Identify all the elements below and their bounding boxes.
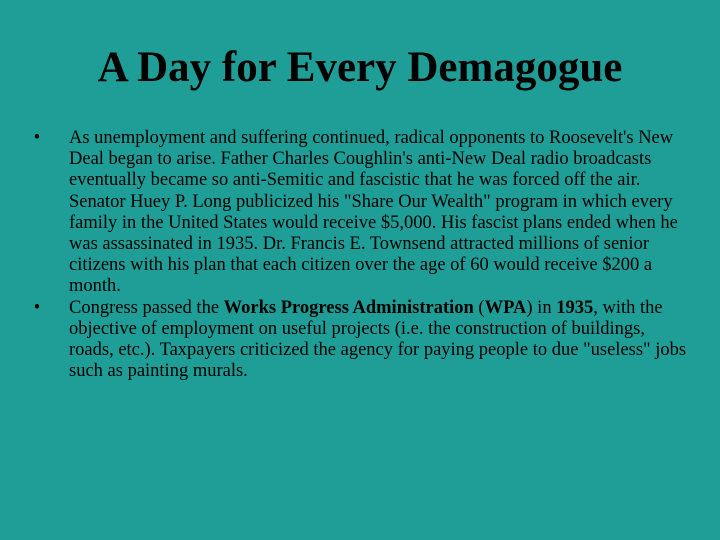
bullet-list	[30, 128, 690, 382]
bullet-text-part: ) in	[526, 297, 557, 318]
slide-title: A Day for Every Demagogue	[97, 44, 623, 91]
bullet-text-part: Congress passed the	[69, 297, 224, 318]
bullet-bold-wpa-name: Works Progress Administration	[223, 297, 474, 318]
bullet-text-part: , with the objective of employment on useful projects (i.e. the construction of buildings, roads, etc.). Taxpayers criticized the agency for paying people to due "useless" jobs such as painting murals.	[69, 297, 687, 382]
bullet-bold-year: 1935	[556, 297, 594, 318]
bullet-glyph: •	[33, 128, 41, 148]
bullet-bold-wpa-abbr: WPA	[484, 297, 527, 318]
bullet-text-part: (	[473, 297, 485, 318]
bullet-item-demagogues	[30, 128, 690, 298]
bullet-text: As unemployment and suffering continued, radical opponents to Roosevelt's New Deal began to arise. Father Charles Coughlin's anti-New Deal radio broadcasts eventually became so anti-Semitic and fascistic that he was forced off the air. Senator Huey P. Long publicized his "Share Our Wealth" program in which every family in the United States would receive $5,000. His fascist plans ended when he was assassinated in 1935. Dr. Francis E. Townsend attracted millions of senior citizens with his plan that each citizen over the age of 60 would receive $200 a month.	[69, 128, 678, 297]
bullet-glyph: •	[33, 297, 41, 318]
bullet-item-wpa	[30, 298, 690, 383]
